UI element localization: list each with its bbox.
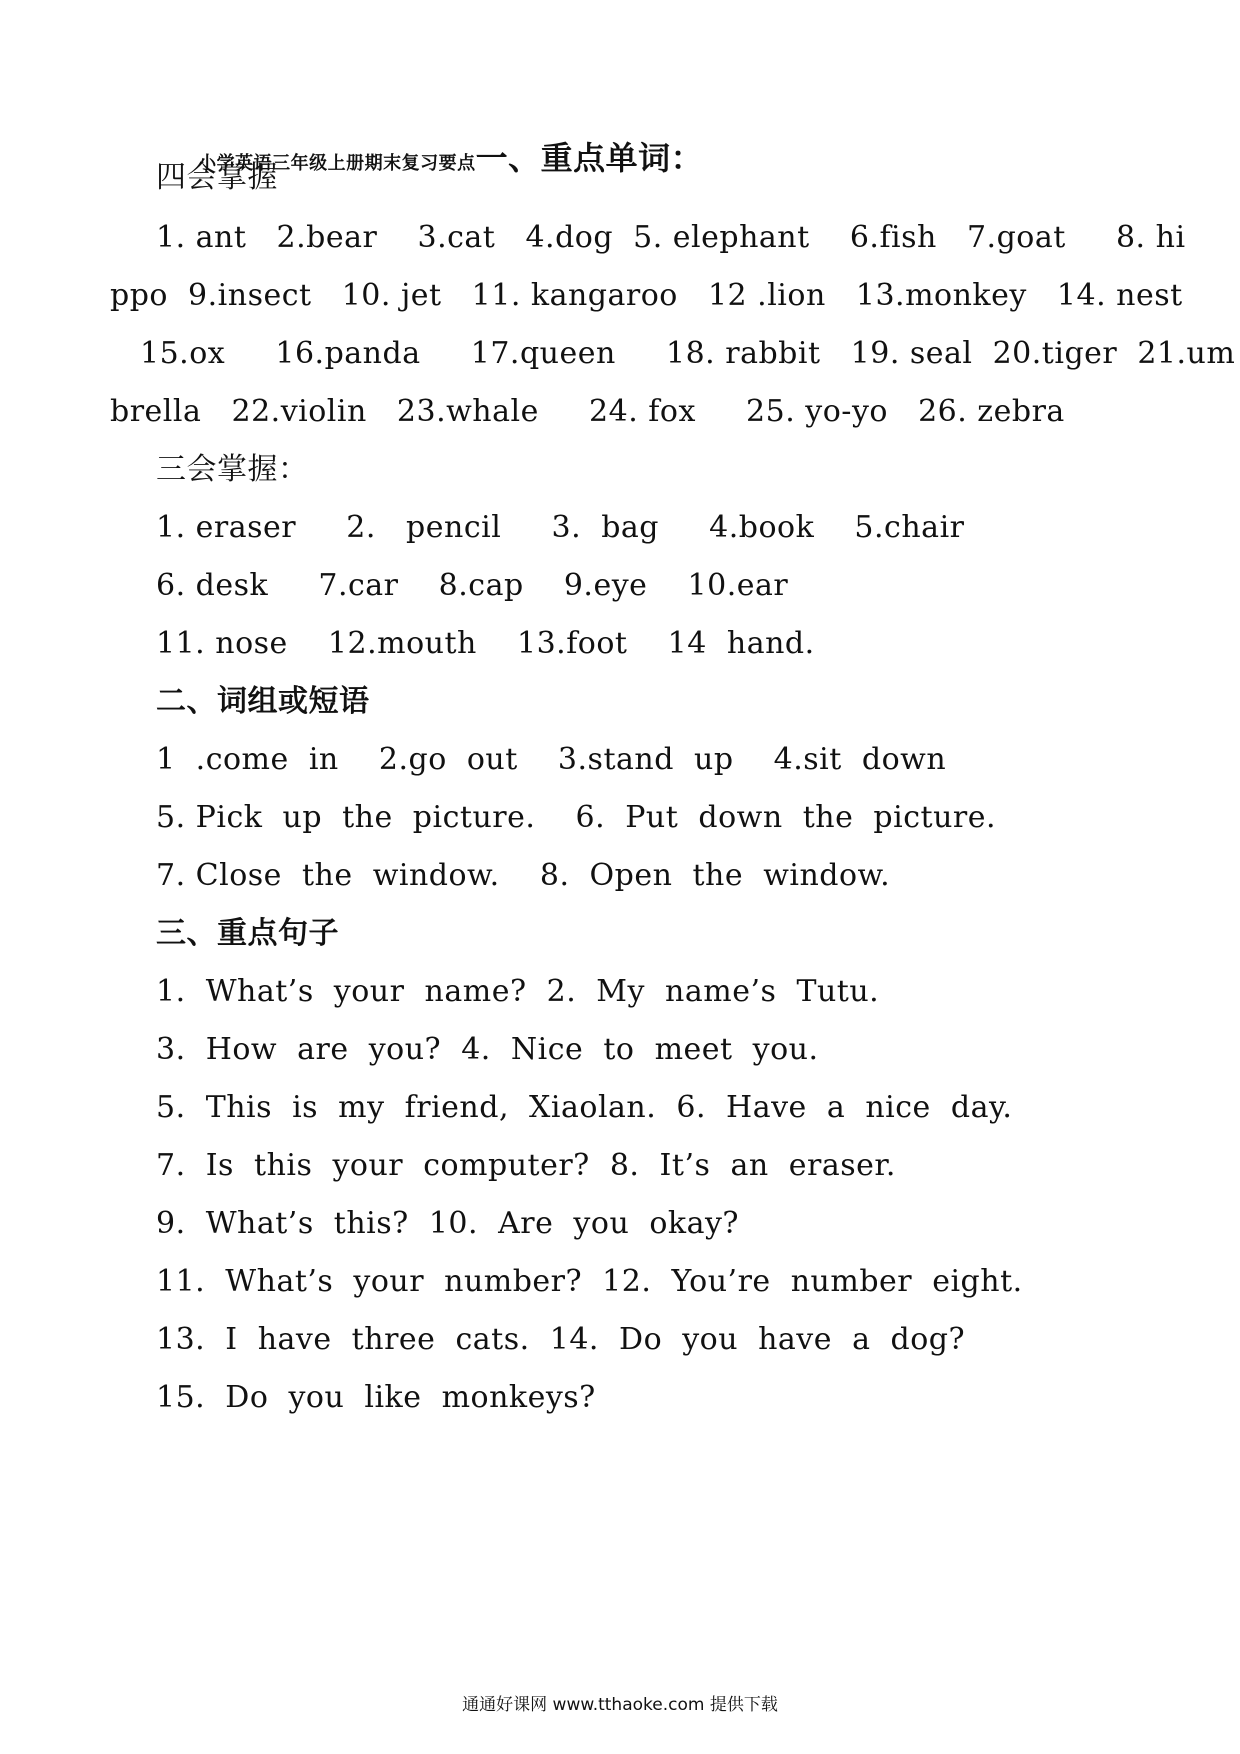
page-footer: 通通好课网 www.tthaoke.com 提供下载 [462,1695,778,1715]
four-skills-label: 四会掌握 [156,160,278,195]
sentence-line: 5. This is my friend, Xiaolan. 6. Have a nice day. [156,1090,1013,1125]
sentence-line: 7. Is this your computer? 8. It’s an eraser. [156,1148,896,1183]
word-line: 6. desk 7.car 8.cap 9.eye 10.ear [156,568,789,603]
word-line: 15.ox 16.panda 17.queen 18. rabbit 19. seal 20.tiger 21.um [140,336,1236,371]
phrase-line: 7. Close the window. 8. Open the window. [156,858,891,893]
phrase-line: 1 .come in 2.go out 3.stand up 4.sit down [156,742,947,777]
sentence-line: 3. How are you? 4. Nice to meet you. [156,1032,819,1067]
sentence-line: 13. I have three cats. 14. Do you have a dog? [156,1322,966,1357]
sentence-line: 11. What’s your number? 12. You’re number eight. [156,1264,1023,1299]
sentence-line: 9. What’s this? 10. Are you okay? [156,1206,739,1241]
doc-title: 小学英语三年级上册期末复习要点 [198,153,476,174]
word-line: ppo 9.insect 10. jet 11. kangaroo 12 .lion 13.monkey 14. nest [110,278,1183,313]
three-skills-label: 三会掌握： [156,452,309,487]
word-line: 1. ant 2.bear 3.cat 4.dog 5. elephant 6.fish 7.goat 8. hi [156,220,1186,255]
word-line: brella 22.violin 23.whale 24. fox 25. yo-yo 26. zebra [110,394,1065,429]
sentence-line: 15. Do you like monkeys? [156,1380,596,1415]
section-3-title: 三、重点句子 [156,916,339,951]
section-1-title: 一、重点单词： [475,139,704,177]
section-2-title: 二、词组或短语 [156,684,370,719]
word-line: 1. eraser 2. pencil 3. bag 4.book 5.chair [156,510,965,545]
sentence-line: 1. What’s your name? 2. My name’s Tutu. [156,974,880,1009]
phrase-line: 5. Pick up the picture. 6. Put down the picture. [156,800,997,835]
word-line: 11. nose 12.mouth 13.foot 14 hand. [156,626,815,661]
